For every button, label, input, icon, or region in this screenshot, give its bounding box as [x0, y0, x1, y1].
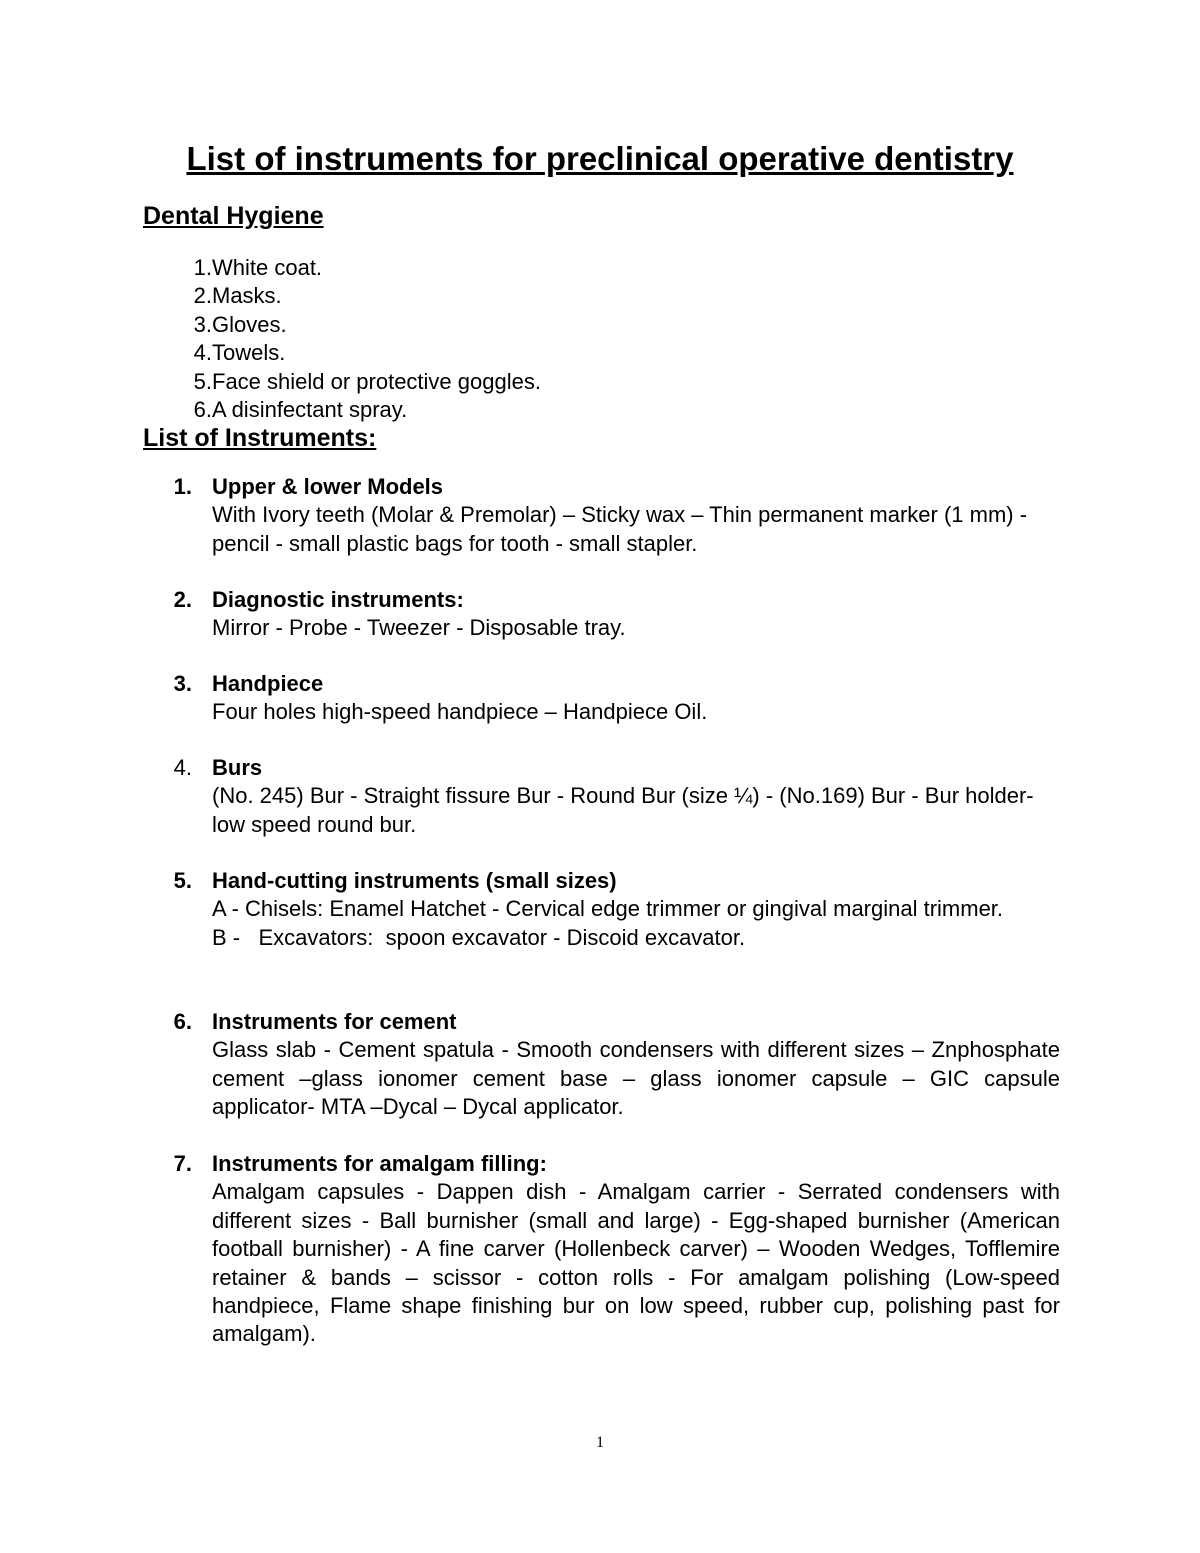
list-item: [143, 255, 323, 284]
item-description: Glass slab - Cement spatula - Smooth condensers with different sizes – Znphosphate cement –glass ionomer cement base – glass ionomer capsule – GIC capsule applicator- MTA –Dycal – Dycal applicator.: [212, 1037, 1060, 1120]
item-number: 3.: [193, 311, 212, 337]
instrument-item-cement: [173, 1008, 1060, 1122]
page-number: 1: [596, 1434, 604, 1451]
instruments-heading: List of Instruments:: [143, 424, 377, 452]
item-heading: Handpiece: [212, 671, 324, 696]
item-text: Masks.: [212, 283, 282, 309]
item-number: 5.: [173, 868, 192, 893]
instrument-item-diagnostic: [173, 586, 1060, 643]
item-description: With Ivory teeth (Molar & Premolar) – Sticky wax – Thin permanent marker (1 mm) - pencil - small plastic bags for tooth - small stapler.: [212, 502, 1028, 556]
item-text: Gloves.: [212, 311, 287, 337]
item-text: Towels.: [212, 340, 286, 366]
item-number: 7.: [173, 1151, 192, 1176]
list-item: [143, 340, 286, 369]
list-item: [143, 396, 408, 426]
item-number: 4.: [173, 755, 192, 780]
item-heading: Burs: [212, 755, 263, 780]
item-description-b: B - Excavators: spoon excavator - Discoid excavator.: [212, 924, 746, 950]
instrument-item-amalgam: [173, 1150, 1060, 1349]
instrument-item-burs: [173, 754, 1060, 839]
item-text: White coat.: [212, 255, 323, 280]
list-item: [143, 311, 287, 341]
item-heading: Instruments for cement: [212, 1009, 457, 1034]
list-item: [143, 283, 282, 312]
dental-hygiene-list: [143, 255, 541, 426]
item-description: Amalgam capsules - Dappen dish - Amalgam carrier - Serrated condensers with different sizes - Ball burnisher (small and large) - Egg-shaped burnisher (American football burnisher) - A fine carver (Hollenbeck carver) – Wooden Wedges, Tofflemire retainer & bands – scissor - cotton rolls - For amalgam polishing (Low-speed handpiece, Flame shape finishing bur on low speed, rubber cup, polishing past for amalgam).: [212, 1179, 1060, 1347]
item-heading: Instruments for amalgam filling:: [212, 1151, 547, 1176]
item-description: Four holes high-speed handpiece – Handpiece Oil.: [212, 699, 708, 725]
item-number: 6.: [193, 396, 212, 422]
item-text: Face shield or protective goggles.: [212, 368, 541, 394]
instrument-item-models: [173, 473, 1060, 558]
item-number: 4.: [193, 340, 212, 366]
list-item: [143, 368, 541, 398]
item-number: 2.: [173, 587, 192, 612]
instrument-item-handpiece: [173, 670, 1060, 727]
item-heading: Diagnostic instruments:: [212, 587, 464, 612]
item-number: 5.: [193, 368, 212, 394]
item-number: 6.: [173, 1009, 192, 1034]
item-description: (No. 245) Bur - Straight fissure Bur - Round Bur (size ¼) - (No.169) Bur - Bur holder- low speed round bur.: [212, 783, 1034, 837]
item-text: A disinfectant spray.: [212, 396, 408, 422]
dental-hygiene-heading: Dental Hygiene: [143, 202, 324, 230]
item-number: 1.: [193, 255, 212, 280]
page-title: List of instruments for preclinical operative dentistry: [186, 140, 1014, 177]
item-number: 2.: [193, 283, 212, 309]
item-description-a: A - Chisels: Enamel Hatchet - Cervical edge trimmer or gingival marginal trimmer.: [212, 896, 1004, 922]
instrument-item-hand-cutting: [173, 867, 1060, 952]
item-description: Mirror - Probe - Tweezer - Disposable tray.: [212, 615, 626, 641]
item-number: 1.: [173, 474, 192, 499]
item-heading: Upper & lower Models: [212, 474, 444, 499]
item-number: 3.: [173, 671, 192, 696]
item-heading: Hand-cutting instruments (small sizes): [212, 868, 617, 893]
